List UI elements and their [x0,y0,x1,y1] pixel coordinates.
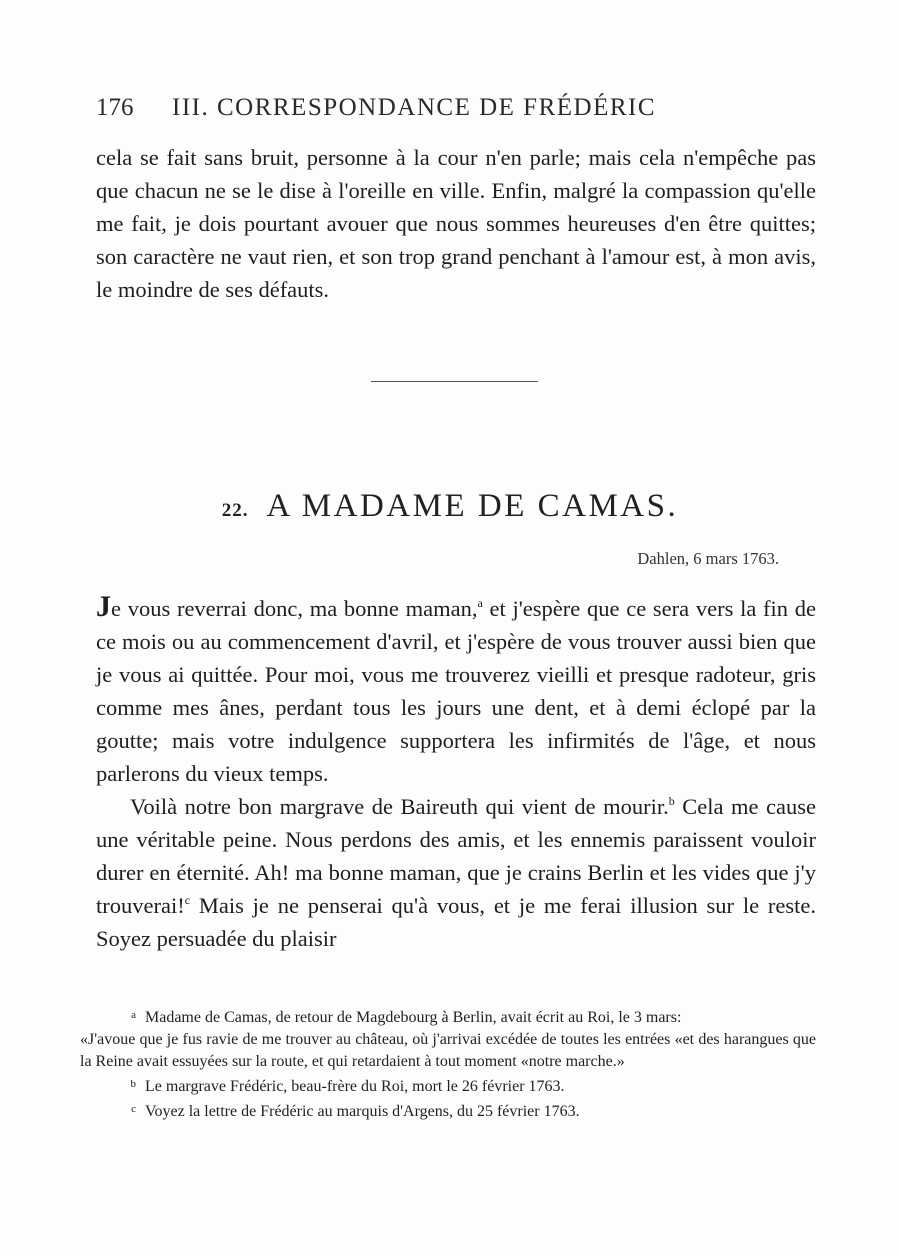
footnote-mark: b [130,1078,136,1090]
section-divider [371,381,538,382]
footnote-mark: a [131,1009,136,1021]
page-number: 176 [96,94,134,121]
footnotes [80,1004,816,1123]
letter-body [96,590,816,955]
footnote-text: Madame de Camas, de retour de Magdebourg à Berlin, avait écrit au Roi, le 3 mars: [145,1009,682,1026]
continued-paragraph [96,141,816,306]
letter-title: A MADAME DE CAMAS. [266,488,679,524]
letter-number: 22. [221,500,249,521]
footnote-ref-b[interactable]: b [668,794,675,808]
drop-cap: J [96,590,111,623]
footnote-mark: c [131,1103,136,1115]
paragraph-1 [96,590,816,790]
paragraph-text: et j'espère que ce sera vers la fin de ce mois ou au commencement d'avril, et j'espère de vous trouver aussi bien que je vous ai quittée. Pour moi, vous me trouverez vieilli et presque radoteur, gris comme mes ânes, perdant tous les jours une dent, et à demi éclopé par la goutte; mais votre indulgence supportera les infirmités de l'âge, et nous parlerons du vieux temps. [96,596,816,786]
paragraph-text: Cela me cause une véritable peine. Nous perdons des amis, et les ennemis paraissent vouloir durer en éternité. Ah! ma bonne maman, que je crains Berlin et les vides que j'y trouverai! [96,794,817,918]
paragraph-text: Mais je ne penserai qu'à vous, et je me ferai illusion sur le reste. Soyez persuadée du plaisir [96,893,816,951]
footnote-ref-a[interactable]: a [477,596,483,610]
footnote-b [80,1073,816,1098]
paragraph-text: Voilà notre bon margrave de Baireuth qui vient de mourir. [130,794,669,819]
paragraph-text: e vous reverrai donc, ma bonne maman, [111,596,478,621]
dateline: Dahlen, 6 mars 1763. [637,549,779,568]
footnote-a [80,1004,816,1073]
footnote-c [80,1098,816,1123]
letter-heading [0,488,900,525]
footnote-text: Le margrave Frédéric, beau-frère du Roi, mort le 26 février 1763. [145,1078,565,1095]
running-title: III. CORRESPONDANCE DE FRÉDÉRIC [172,94,657,121]
running-head [96,94,816,122]
footnote-ref-c[interactable]: c [184,893,191,907]
footnote-quote: «J'avoue que je fus ravie de me trouver au château, où j'arrivai excédée de toutes les entrées «et des harangues que la Reine avait essuyées sur la route, et qui retardaient à tout moment «notre marche.» [80,1031,816,1070]
footnote-text: Voyez la lettre de Frédéric au marquis d'Argens, du 25 février 1763. [145,1103,580,1120]
continued-text: cela se fait sans bruit, personne à la cour n'en parle; mais cela n'empêche pas que chacun ne se le dise à l'oreille en ville. Enfin, malgré la compassion qu'elle me fait, je dois pourtant avouer que nous sommes heureuses d'en être quittes; son caractère ne vaut rien, et son trop grand penchant à l'amour est, à mon avis, le moindre de ses défauts. [96,145,816,302]
paragraph-2 [96,790,816,955]
